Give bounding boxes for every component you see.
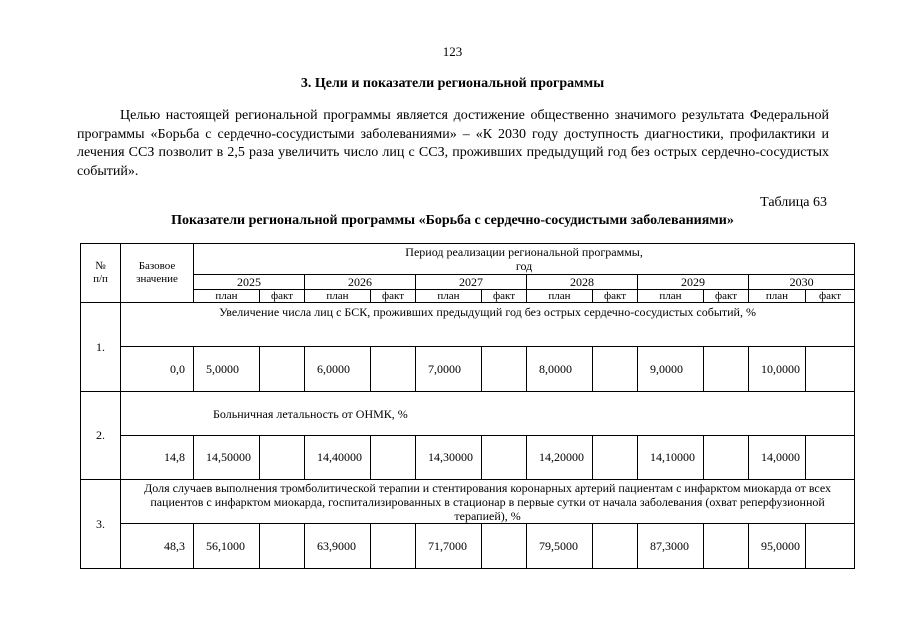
fact-value: [371, 524, 416, 569]
header-period-line2: год: [515, 259, 533, 273]
indicator-title-row: [81, 480, 855, 524]
plan-value: 14,20000: [527, 436, 593, 480]
table-title: Показатели региональной программы «Борьба с сердечно-сосудистыми заболеваниями»: [171, 213, 734, 228]
indicator-values-row: [81, 436, 855, 480]
base-value: 14,8: [121, 436, 194, 480]
plan-value: 14,0000: [749, 436, 806, 480]
header-plan: план: [527, 290, 593, 303]
header-year: 2027: [416, 275, 527, 290]
fact-value: [482, 347, 527, 392]
plan-value: 95,0000: [749, 524, 806, 569]
header-row-planfact: [81, 290, 855, 303]
indicator-num: 1.: [81, 303, 121, 392]
indicator-num: 2.: [81, 392, 121, 480]
header-row-years: [81, 275, 855, 290]
header-plan: план: [416, 290, 482, 303]
plan-value: 87,3000: [638, 524, 704, 569]
header-period-line1: Период реализации региональной программы,: [405, 245, 643, 259]
header-num-line1: №: [95, 260, 106, 272]
section-title: 3. Цели и показатели региональной программы: [300, 76, 605, 91]
table-number: Таблица 63: [760, 195, 827, 210]
plan-value: 14,30000: [416, 436, 482, 480]
fact-value: [704, 524, 749, 569]
header-year: 2029: [638, 275, 749, 290]
fact-value: [806, 524, 855, 569]
plan-value: 8,0000: [527, 347, 593, 392]
header-num-line2: п/п: [93, 273, 108, 285]
fact-value: [593, 436, 638, 480]
plan-value: 6,0000: [305, 347, 371, 392]
fact-value: [371, 436, 416, 480]
plan-value: 7,0000: [416, 347, 482, 392]
base-value: 48,3: [121, 524, 194, 569]
plan-value: 9,0000: [638, 347, 704, 392]
indicator-values-row: [81, 524, 855, 569]
header-base: [121, 244, 194, 303]
page-number: 123: [442, 44, 463, 59]
indicator-title-row: [81, 303, 855, 347]
header-period: [194, 244, 855, 275]
indicator-title: Увеличение числа лиц с БСК, проживших предыдущий год без острых сердечно-сосудистых событий, %: [121, 303, 855, 347]
header-plan: план: [638, 290, 704, 303]
fact-value: [704, 347, 749, 392]
header-fact: факт: [482, 290, 527, 303]
plan-value: 10,0000: [749, 347, 806, 392]
header-num: [81, 244, 121, 303]
header-year: 2030: [749, 275, 855, 290]
fact-value: [260, 524, 305, 569]
indicators-table: [80, 243, 855, 569]
indicator-num: 3.: [81, 480, 121, 569]
fact-value: [593, 347, 638, 392]
header-year: 2025: [194, 275, 305, 290]
base-value: 0,0: [121, 347, 194, 392]
header-base-line1: Базовое: [138, 260, 176, 272]
plan-value: 14,50000: [194, 436, 260, 480]
header-plan: план: [194, 290, 260, 303]
header-base-line2: значение: [136, 273, 178, 285]
plan-value: 63,9000: [305, 524, 371, 569]
header-year: 2026: [305, 275, 416, 290]
fact-value: [260, 347, 305, 392]
fact-value: [482, 436, 527, 480]
fact-value: [371, 347, 416, 392]
header-fact: факт: [704, 290, 749, 303]
header-fact: факт: [593, 290, 638, 303]
plan-value: 14,40000: [305, 436, 371, 480]
indicator-title: Доля случаев выполнения тромболитической терапии и стентирования коронарных артерий пациентам с инфарктом миокарда от всех пациентов с инфарктом миокарда, госпитализированных в стационар в первые сутки от начала заболевания (охват реперфузионной терапией), %: [121, 480, 855, 524]
plan-value: 71,7000: [416, 524, 482, 569]
header-fact: факт: [260, 290, 305, 303]
plan-value: 56,1000: [194, 524, 260, 569]
plan-value: 79,5000: [527, 524, 593, 569]
header-plan: план: [749, 290, 806, 303]
fact-value: [806, 347, 855, 392]
indicator-title-row: [81, 392, 855, 436]
header-row-period: [81, 244, 855, 275]
indicator-title: Больничная летальность от ОНМК, %: [121, 392, 855, 436]
header-plan: план: [305, 290, 371, 303]
header-year: 2028: [527, 275, 638, 290]
header-fact: факт: [806, 290, 855, 303]
fact-value: [806, 436, 855, 480]
header-fact: факт: [371, 290, 416, 303]
indicator-values-row: [81, 347, 855, 392]
fact-value: [704, 436, 749, 480]
plan-value: 5,0000: [194, 347, 260, 392]
fact-value: [260, 436, 305, 480]
fact-value: [482, 524, 527, 569]
intro-paragraph: Целью настоящей региональной программы является достижение общественно значимого результата Федеральной программы «Борьба с сердечно-сосудистыми заболеваниями» – «К 2030 году доступность диагностики, профилактики и лечения ССЗ позволит в 2,5 раза увеличить число лиц с ССЗ, проживших предыдущий год без острых сердечно-сосудистых событий».: [77, 108, 829, 179]
plan-value: 14,10000: [638, 436, 704, 480]
fact-value: [593, 524, 638, 569]
